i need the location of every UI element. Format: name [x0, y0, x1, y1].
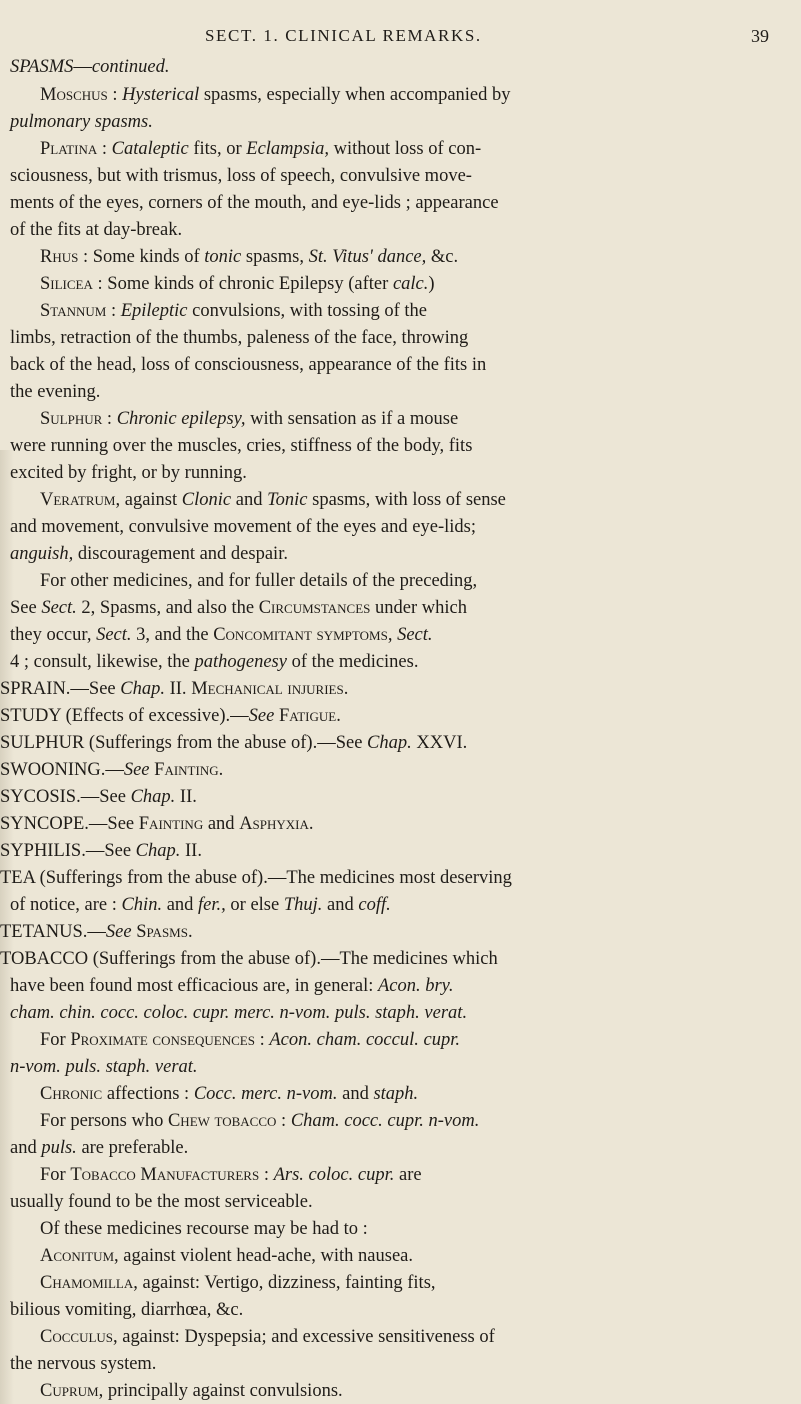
text-run: )	[428, 274, 435, 294]
text-line	[10, 1002, 467, 1024]
text-line	[10, 543, 288, 565]
text-run: II.	[180, 841, 202, 861]
text-run: convulsions, with tossing of the	[187, 301, 427, 321]
text-run: Tobacco Manufacturers	[70, 1165, 260, 1185]
text-line	[40, 1029, 460, 1051]
text-run: are	[394, 1165, 422, 1185]
text-run: Chap.	[120, 679, 165, 699]
text-run: Chap.	[130, 787, 176, 807]
text-run: limbs, retraction of the thumbs, paleness of the face, throwing	[10, 328, 469, 348]
text-line	[0, 948, 498, 970]
text-run: Silicea	[40, 274, 93, 294]
text-run: the evening.	[10, 382, 101, 402]
text-run: were running over the muscles, cries, stiffness of the body, fits	[10, 436, 473, 456]
text-run: See	[10, 598, 42, 618]
text-run: Concomitant symptoms	[213, 625, 388, 645]
text-line	[40, 570, 477, 592]
text-line	[40, 84, 511, 106]
text-line	[40, 408, 458, 430]
text-run: Chap.	[367, 733, 412, 753]
text-run: Proximate consequences	[70, 1030, 255, 1050]
text-run: Fainting.	[154, 760, 224, 780]
text-run: Circumstances	[258, 598, 371, 618]
text-run: , against: Dyspepsia; and excessive sensitiveness of	[113, 1327, 495, 1347]
text-line	[40, 1083, 418, 1105]
text-run: For other medicines, and for fuller details of the preceding,	[40, 571, 478, 591]
text-run: or else	[225, 895, 284, 915]
text-run: spasms,	[241, 247, 309, 267]
text-run: :	[97, 139, 112, 159]
text-run: continued.	[91, 57, 170, 77]
text-run: Mechanical injuries.	[191, 679, 349, 699]
text-run: n-vom. puls. staph. verat.	[10, 1057, 198, 1077]
text-run: Veratrum	[40, 490, 116, 510]
text-run: Clonic	[181, 490, 232, 510]
text-run: back of the head, loss of consciousness, appearance of the fits in	[10, 355, 487, 375]
text-run: 2, Spasms, and also the	[76, 598, 259, 618]
text-run: TOBACCO (Sufferings from the abuse of).—The medicines which	[0, 949, 498, 969]
text-line	[40, 138, 481, 160]
text-run: Sulphur	[40, 409, 103, 429]
text-line	[0, 759, 223, 781]
text-line	[10, 1353, 156, 1375]
text-run: have been found most efficacious are, in general:	[10, 976, 378, 996]
text-line	[0, 732, 467, 754]
text-run: Platina	[40, 139, 98, 159]
text-run: For persons who	[40, 1111, 168, 1131]
text-run: Asphyxia.	[239, 814, 314, 834]
text-run: pathogenesy	[194, 652, 287, 672]
text-run: sciousness, but with trismus, loss of speech, convulsive move-	[10, 166, 472, 186]
text-run: , against	[115, 490, 182, 510]
text-run: anguish,	[10, 544, 74, 564]
text-run: puls.	[41, 1138, 77, 1158]
text-run: :	[254, 1030, 270, 1050]
text-run: Chamomilla	[40, 1273, 134, 1293]
text-run: SWOONING.—	[0, 760, 124, 780]
text-line	[40, 1245, 413, 1267]
text-line	[40, 300, 427, 322]
text-run: Thuj.	[283, 895, 323, 915]
text-run: STUDY (Effects of excessive).—	[0, 706, 249, 726]
text-line	[0, 867, 512, 889]
text-run: Cham. cocc. cupr. n-vom.	[290, 1111, 480, 1131]
text-line	[10, 165, 472, 187]
text-run: discouragement and despair.	[73, 544, 288, 564]
text-line	[40, 1218, 368, 1240]
text-line	[10, 1299, 243, 1321]
text-run: Ars. coloc. cupr.	[273, 1165, 395, 1185]
text-run: —	[73, 57, 92, 77]
text-line	[40, 1272, 436, 1294]
text-line	[10, 1056, 198, 1078]
text-line	[0, 705, 341, 727]
text-run: : Some kinds of	[78, 247, 205, 267]
text-run: : Some kinds of chronic Epilepsy (after	[92, 274, 393, 294]
text-run: excited by fright, or by running.	[10, 463, 247, 483]
text-run: :	[107, 85, 123, 105]
text-line	[10, 597, 467, 619]
text-run: See	[248, 706, 275, 726]
text-line	[10, 327, 468, 349]
text-run: Cocc. merc. n-vom.	[193, 1084, 338, 1104]
text-run: without loss of con-	[329, 139, 482, 159]
text-run: Cuprum	[40, 1381, 99, 1401]
text-run: For	[40, 1165, 71, 1185]
text-run: Stannum	[40, 301, 107, 321]
text-line	[10, 381, 100, 403]
text-run: :	[106, 301, 121, 321]
text-line	[40, 489, 506, 511]
text-run: Sect.	[96, 625, 132, 645]
text-run: of the fits at day-break.	[10, 220, 183, 240]
text-run: Sect.	[397, 625, 433, 645]
text-run: , against: Vertigo, dizziness, fainting fits,	[133, 1273, 436, 1293]
text-line	[10, 354, 486, 376]
text-run: TEA (Sufferings from the abuse of).—The medicines most deserving	[0, 868, 512, 888]
text-run: bilious vomiting, diarrhœa, &c.	[10, 1300, 244, 1320]
text-run: Sect.	[41, 598, 77, 618]
text-line	[10, 894, 391, 916]
text-run: ,	[387, 625, 398, 645]
text-run: and	[10, 1138, 42, 1158]
text-run: Rhus	[40, 247, 79, 267]
text-run: calc.	[392, 274, 429, 294]
text-run: , principally against convulsions.	[98, 1381, 343, 1401]
text-run: Eclampsia,	[246, 139, 329, 159]
text-run: For	[40, 1030, 71, 1050]
text-run: Tonic	[267, 490, 308, 510]
running-title: SECT. 1. CLINICAL REMARKS.	[205, 26, 482, 45]
text-line	[40, 246, 458, 268]
text-run: Chronic epilepsy,	[116, 409, 246, 429]
text-run: and	[337, 1084, 374, 1104]
text-run: :	[276, 1111, 291, 1131]
text-run: the nervous system.	[10, 1354, 157, 1374]
text-run: :	[259, 1165, 274, 1185]
text-run: tonic	[204, 247, 242, 267]
text-run: are preferable.	[76, 1138, 189, 1158]
text-line	[10, 516, 476, 538]
text-line	[10, 624, 433, 646]
text-line	[10, 1137, 188, 1159]
text-line	[10, 219, 182, 241]
text-run: affections :	[102, 1084, 194, 1104]
text-run: Epileptic	[120, 301, 188, 321]
text-run: SPASMS	[10, 57, 74, 77]
text-run: Hysterical	[122, 85, 200, 105]
text-run: usually found to be the most serviceable.	[10, 1192, 313, 1212]
text-line	[40, 273, 435, 295]
text-run: staph.	[373, 1084, 419, 1104]
text-run: of notice, are :	[10, 895, 122, 915]
text-run: St. Vitus' dance,	[308, 247, 427, 267]
page-number: 39	[751, 26, 769, 46]
text-run: II.	[175, 787, 197, 807]
text-run: SYNCOPE.—See	[0, 814, 139, 834]
text-run: SULPHUR (Sufferings from the abuse of).—See	[0, 733, 368, 753]
text-run: Chin.	[121, 895, 163, 915]
text-line	[0, 678, 348, 700]
text-run: See	[123, 760, 150, 780]
text-line	[10, 192, 499, 214]
text-run: :	[102, 409, 117, 429]
running-header	[0, 26, 801, 50]
text-run: with sensation as if a mouse	[245, 409, 459, 429]
text-run: and	[322, 895, 359, 915]
text-run: See	[105, 922, 132, 942]
text-run: Fainting	[138, 814, 204, 834]
text-run: Chew tobacco	[167, 1111, 277, 1131]
text-run: Fatigue.	[278, 706, 341, 726]
text-run: and	[231, 490, 268, 510]
text-line	[40, 1164, 422, 1186]
text-run: Acon. cham. coccul. cupr.	[269, 1030, 460, 1050]
text-run: Spasms.	[136, 922, 193, 942]
text-run: under which	[370, 598, 467, 618]
text-run: spasms, especially when accompanied by	[199, 85, 511, 105]
text-run: and	[203, 814, 240, 834]
text-run: Of these medicines recourse may be had to :	[40, 1219, 368, 1239]
text-run: Acon. bry.	[377, 976, 454, 996]
text-run: 3, and the	[131, 625, 214, 645]
text-run: TETANUS.—	[0, 922, 106, 942]
text-run: 4 ; consult, likewise, the	[10, 652, 195, 672]
text-line	[0, 840, 202, 862]
text-run: ments of the eyes, corners of the mouth, and eye-lids ; appearance	[10, 193, 499, 213]
text-line	[40, 1380, 343, 1402]
text-line	[10, 651, 418, 673]
text-run: SPRAIN.—See	[0, 679, 121, 699]
text-run: cham. chin. cocc. coloc. cupr. merc. n-vom. puls. staph. verat.	[10, 1003, 468, 1023]
text-run: II.	[164, 679, 192, 699]
text-run: coff.	[358, 895, 391, 915]
text-run: they occur,	[10, 625, 97, 645]
text-run: , against violent head-ache, with nausea.	[114, 1246, 414, 1266]
text-run: Aconitum	[40, 1246, 115, 1266]
text-line	[0, 786, 197, 808]
text-run: fer.,	[198, 895, 226, 915]
text-run: SYPHILIS.—See	[0, 841, 136, 861]
text-line	[0, 813, 314, 835]
text-run: SYCOSIS.—See	[0, 787, 131, 807]
text-run: fits, or	[188, 139, 247, 159]
text-line	[10, 462, 247, 484]
text-line	[40, 1326, 495, 1348]
text-line	[40, 1110, 479, 1132]
text-run: &c.	[426, 247, 459, 267]
text-run: of the medicines.	[286, 652, 419, 672]
text-line	[10, 111, 153, 133]
text-run: Chap.	[135, 841, 181, 861]
text-run: spasms, with loss of sense	[307, 490, 506, 510]
text-run: and movement, convulsive movement of the eyes and eye-lids;	[10, 517, 476, 537]
text-run: and	[162, 895, 199, 915]
text-line	[10, 1191, 313, 1213]
text-run: Cataleptic	[111, 139, 189, 159]
text-line	[10, 975, 454, 997]
text-run: Chronic	[40, 1084, 103, 1104]
text-run: Moschus	[40, 85, 108, 105]
text-run: Cocculus	[40, 1327, 114, 1347]
text-run: XXVI.	[411, 733, 468, 753]
text-run: pulmonary spasms.	[10, 112, 153, 132]
text-line	[10, 56, 169, 78]
text-line	[0, 921, 193, 943]
text-line	[10, 435, 472, 457]
